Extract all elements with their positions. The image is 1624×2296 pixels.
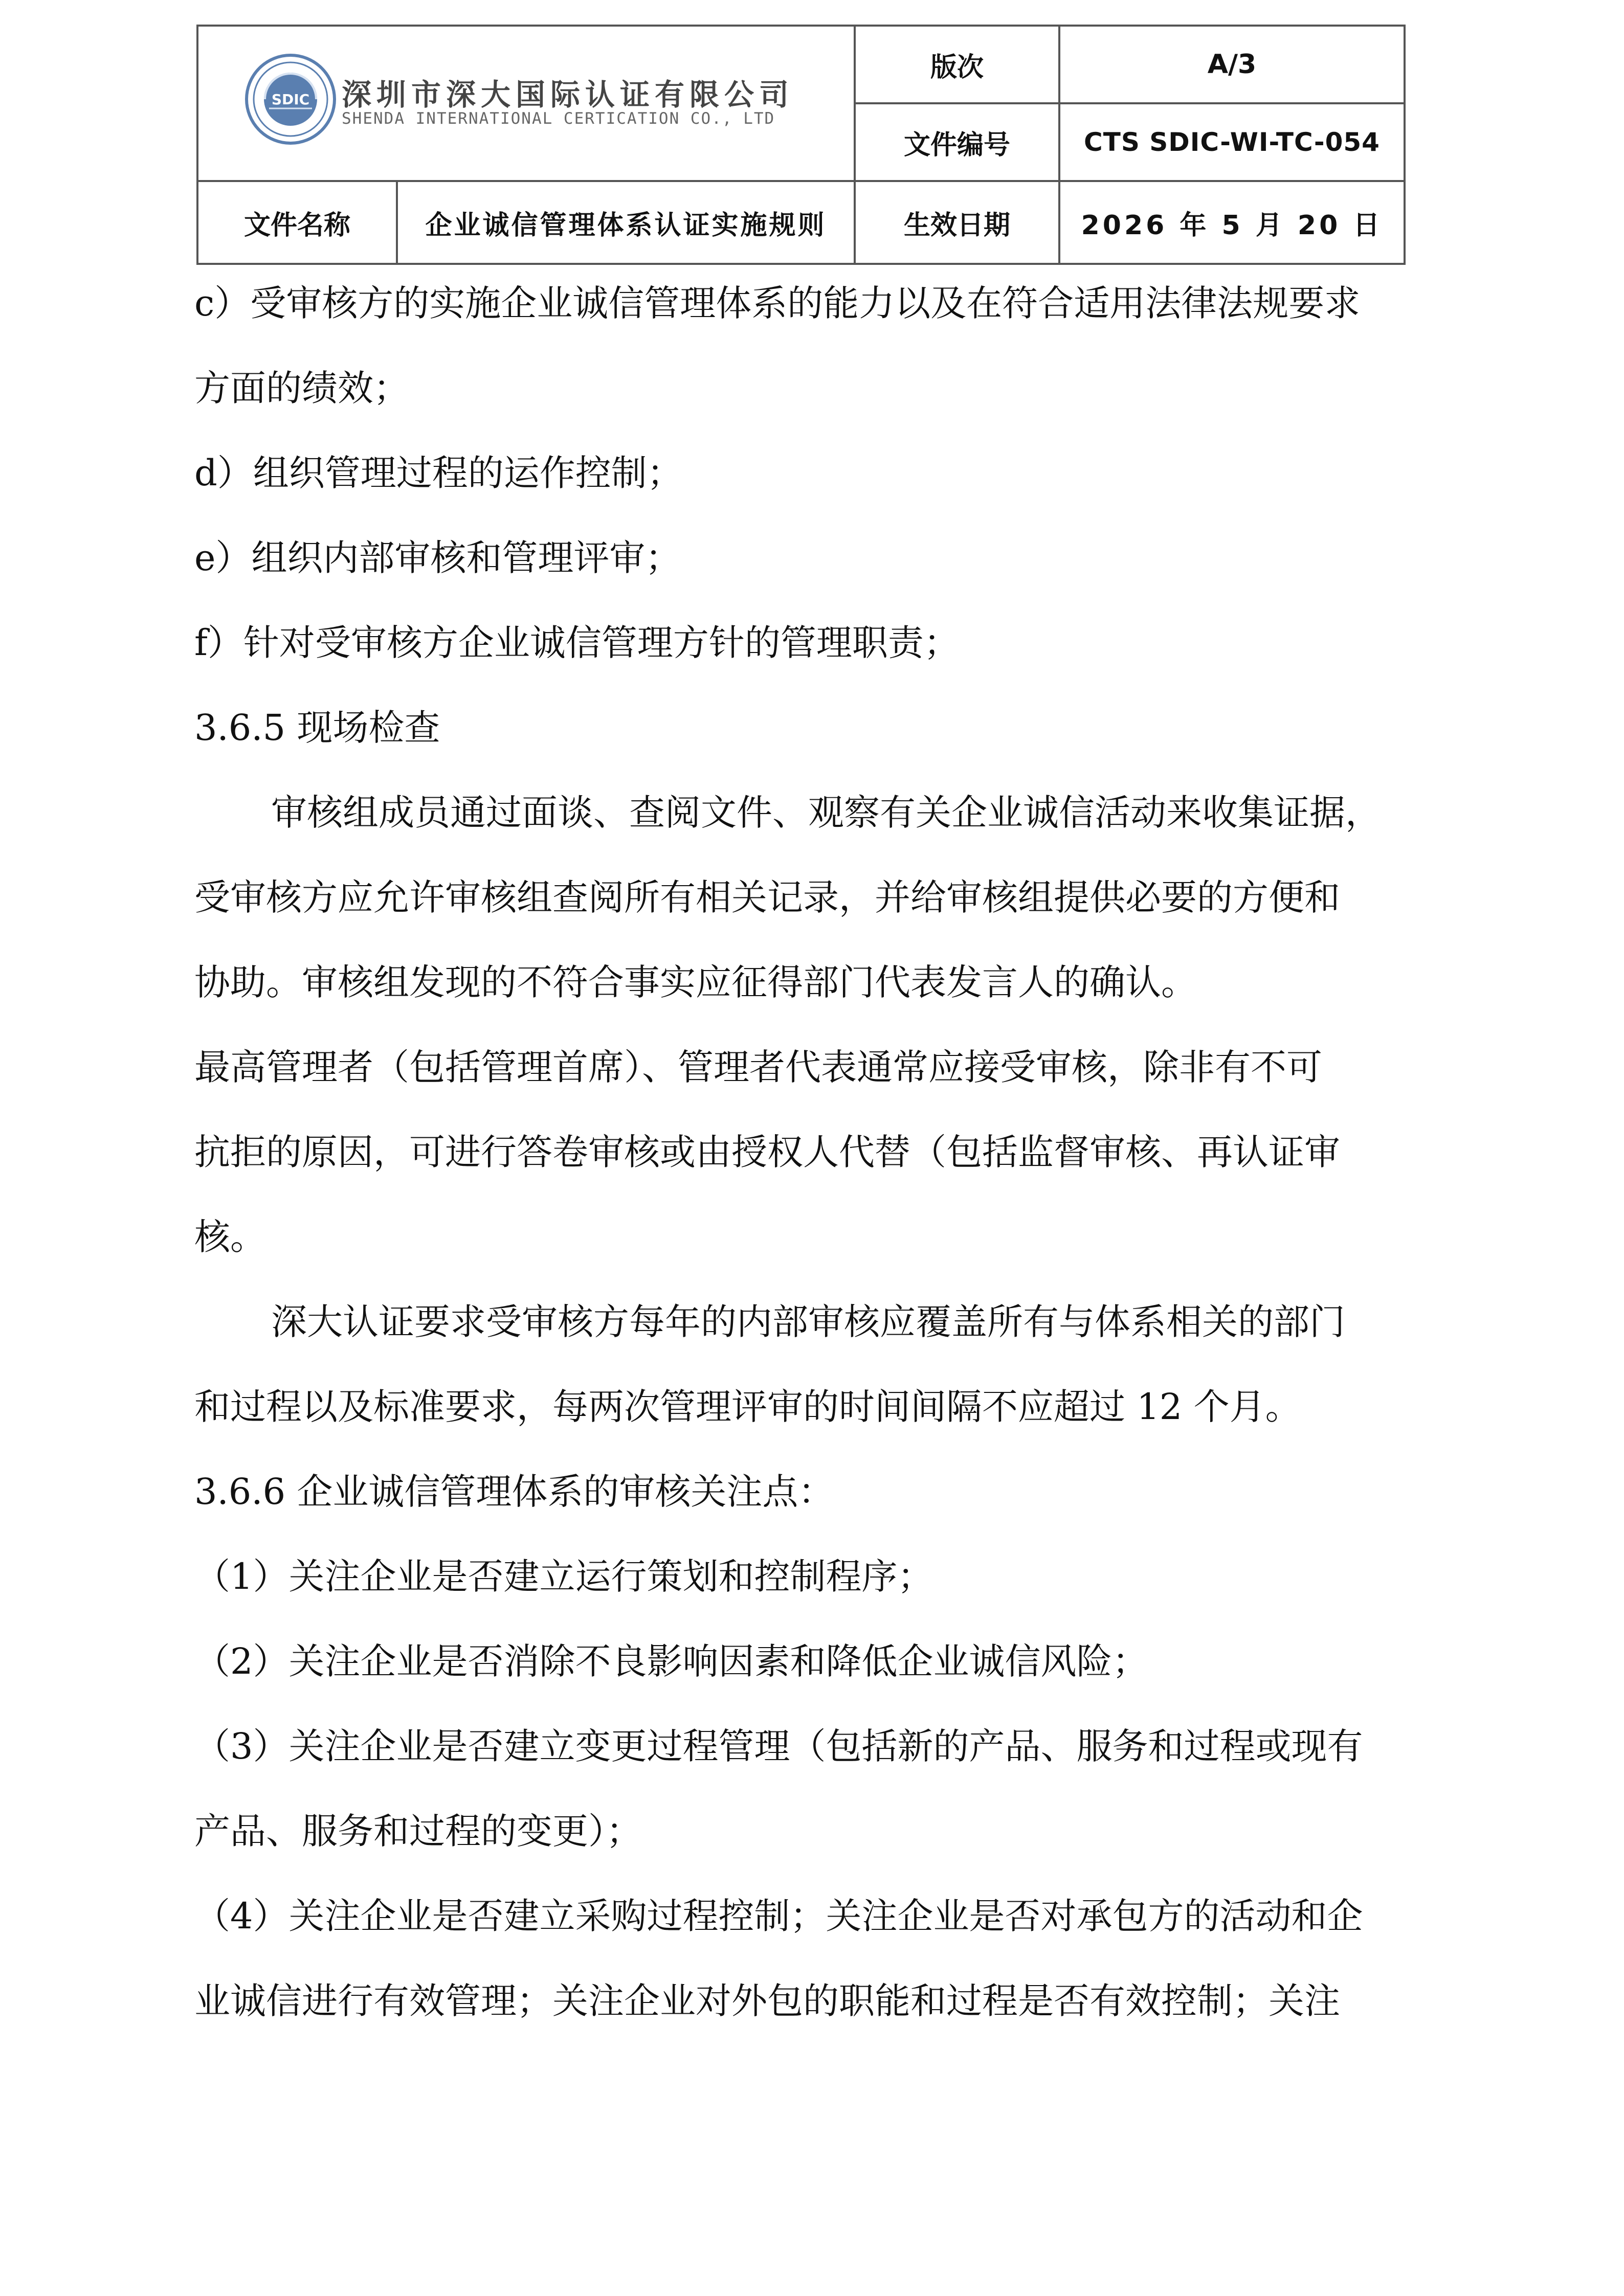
company-name-en: SHENDA INTERNATIONAL CERTICATION CO., LTD [342,109,775,128]
section-heading: 3.6.5 现场检查 [194,707,440,749]
doc-number-label: 文件编号 [855,103,1059,181]
company-seal-icon [244,53,337,145]
company-logo-cell [197,26,855,181]
body-line: 产品、服务和过程的变更）； [194,1810,642,1852]
effective-date-value: 2026 年 5 月 20 日 [1059,181,1405,264]
doc-name-value: 企业诚信管理体系认证实施规则 [397,181,855,264]
doc-name-label: 文件名称 [197,181,397,264]
company-logo [244,53,794,155]
body-line: f）针对受审核方企业诚信管理方针的管理职责； [194,622,960,664]
body-line: 受审核方应允许审核组查阅所有相关记录，并给审核组提供必要的方便和 [194,876,1340,918]
doc-number-value: CTS SDIC-WI-TC-054 [1059,103,1405,181]
body-line: 核。 [194,1216,266,1258]
body-line: 协助。审核组发现的不符合事实应征得部门代表发言人的确认。 [194,961,1197,1003]
body-line: 方面的绩效； [194,367,409,409]
body-line: 业诚信进行有效管理；关注企业对外包的职能和过程是否有效控制；关注 [194,1980,1340,2022]
svg-text:SDIC: SDIC [271,91,310,108]
list-item: （3）关注企业是否建立变更过程管理（包括新的产品、服务和过程或现有 [194,1725,1363,1767]
company-name-cn: 深圳市深大国际认证有限公司 [342,77,794,112]
document-body [194,261,1442,2043]
list-item: （2）关注企业是否消除不良影响因素和降低企业诚信风险； [194,1640,1148,1682]
body-line: 抗拒的原因，可进行答卷审核或由授权人代替（包括监督审核、再认证审 [194,1131,1340,1173]
list-item: （4）关注企业是否建立采购过程控制；关注企业是否对承包方的活动和企 [194,1895,1363,1937]
body-line: e）组织内部审核和管理评审； [194,537,681,579]
effective-date-label: 生效日期 [855,181,1059,264]
version-value: A/3 [1059,26,1405,103]
list-item: （1）关注企业是否建立运行策划和控制程序； [194,1556,933,1597]
section-heading: 3.6.6 企业诚信管理体系的审核关注点： [194,1471,834,1513]
body-line: 和过程以及标准要求，每两次管理评审的时间间隔不应超过 12 个月。 [194,1386,1301,1428]
body-line: d）组织管理过程的运作控制； [194,452,683,494]
body-line: c）受审核方的实施企业诚信管理体系的能力以及在符合适用法律法规要求 [194,282,1361,324]
document-header-table [196,25,1406,265]
body-line: 最高管理者（包括管理首席）、管理者代表通常应接受审核，除非有不可 [194,1046,1322,1088]
body-line: 审核组成员通过面谈、查阅文件、观察有关企业诚信活动来收集证据， [271,792,1381,834]
body-line: 深大认证要求受审核方每年的内部审核应覆盖所有与体系相关的部门 [271,1301,1345,1343]
version-label: 版次 [855,26,1059,103]
